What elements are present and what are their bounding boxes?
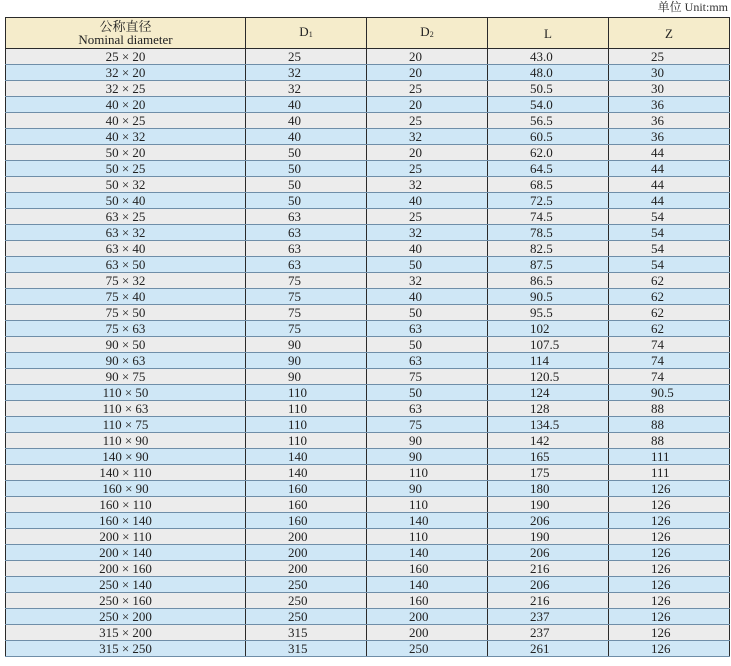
z-cell: 54: [609, 225, 730, 241]
table-row: [6, 337, 730, 353]
l-cell: 56.5: [488, 113, 609, 129]
d1-cell: 140: [246, 449, 367, 465]
d2-cell: 25: [367, 81, 488, 97]
d2-cell: 50: [367, 337, 488, 353]
table-row: [6, 513, 730, 529]
nominal-diameter-cell: 63 × 25: [6, 209, 246, 225]
z-cell: 126: [609, 513, 730, 529]
header-nominal-cn: 公称直径: [99, 19, 152, 34]
nominal-diameter-cell: 315 × 200: [6, 625, 246, 641]
nominal-diameter-cell: 75 × 63: [6, 321, 246, 337]
table-row: [6, 145, 730, 161]
d2-cell: 32: [367, 225, 488, 241]
d2-cell: 140: [367, 545, 488, 561]
table-row: [6, 161, 730, 177]
l-cell: 216: [488, 561, 609, 577]
l-cell: 82.5: [488, 241, 609, 257]
z-cell: 74: [609, 353, 730, 369]
table-row: [6, 353, 730, 369]
d2-cell: 20: [367, 145, 488, 161]
d2-cell: 25: [367, 209, 488, 225]
z-cell: 44: [609, 193, 730, 209]
nominal-diameter-cell: 160 × 90: [6, 481, 246, 497]
d2-cell: 20: [367, 97, 488, 113]
z-cell: 44: [609, 161, 730, 177]
d2-cell: 75: [367, 369, 488, 385]
table-row: [6, 273, 730, 289]
header-d1-main: D: [299, 24, 309, 39]
d1-cell: 75: [246, 321, 367, 337]
d1-cell: 160: [246, 481, 367, 497]
d1-cell: 250: [246, 577, 367, 593]
d1-cell: 75: [246, 289, 367, 305]
nominal-diameter-cell: 32 × 20: [6, 65, 246, 81]
d1-cell: 63: [246, 257, 367, 273]
z-cell: 126: [609, 577, 730, 593]
l-cell: 86.5: [488, 273, 609, 289]
z-cell: 111: [609, 465, 730, 481]
z-cell: 126: [609, 625, 730, 641]
l-cell: 114: [488, 353, 609, 369]
l-cell: 78.5: [488, 225, 609, 241]
l-cell: 142: [488, 433, 609, 449]
z-cell: 62: [609, 273, 730, 289]
table-row: [6, 465, 730, 481]
table-row: [6, 545, 730, 561]
nominal-diameter-cell: 160 × 140: [6, 513, 246, 529]
nominal-diameter-cell: 200 × 140: [6, 545, 246, 561]
nominal-diameter-cell: 200 × 110: [6, 529, 246, 545]
d2-cell: 110: [367, 465, 488, 481]
d1-cell: 200: [246, 529, 367, 545]
d1-cell: 90: [246, 353, 367, 369]
z-cell: 54: [609, 209, 730, 225]
d2-cell: 20: [367, 49, 488, 65]
d2-cell: 75: [367, 417, 488, 433]
z-cell: 30: [609, 65, 730, 81]
nominal-diameter-cell: 110 × 90: [6, 433, 246, 449]
nominal-diameter-cell: 140 × 90: [6, 449, 246, 465]
d1-cell: 110: [246, 417, 367, 433]
z-cell: 44: [609, 145, 730, 161]
z-cell: 126: [609, 529, 730, 545]
table-row: [6, 97, 730, 113]
d1-cell: 200: [246, 545, 367, 561]
d1-cell: 40: [246, 113, 367, 129]
nominal-diameter-cell: 50 × 40: [6, 193, 246, 209]
d1-cell: 315: [246, 641, 367, 657]
header-d2-sub: 2: [429, 30, 434, 39]
z-cell: 36: [609, 97, 730, 113]
header-row: [6, 18, 730, 49]
d1-cell: 50: [246, 145, 367, 161]
l-cell: 60.5: [488, 129, 609, 145]
l-cell: 90.5: [488, 289, 609, 305]
d1-cell: 160: [246, 497, 367, 513]
table-row: [6, 401, 730, 417]
nominal-diameter-cell: 200 × 160: [6, 561, 246, 577]
l-cell: 102: [488, 321, 609, 337]
d1-cell: 200: [246, 561, 367, 577]
header-d2: [367, 18, 488, 49]
d2-cell: 90: [367, 433, 488, 449]
l-cell: 48.0: [488, 65, 609, 81]
table-row: [6, 241, 730, 257]
table-body: [6, 49, 730, 657]
table-row: [6, 49, 730, 65]
l-cell: 120.5: [488, 369, 609, 385]
z-cell: 62: [609, 305, 730, 321]
z-cell: 74: [609, 369, 730, 385]
nominal-diameter-cell: 63 × 40: [6, 241, 246, 257]
nominal-diameter-cell: 40 × 32: [6, 129, 246, 145]
d2-cell: 32: [367, 273, 488, 289]
table-row: [6, 577, 730, 593]
l-cell: 165: [488, 449, 609, 465]
d1-cell: 50: [246, 177, 367, 193]
z-cell: 88: [609, 401, 730, 417]
table-row: [6, 417, 730, 433]
d1-cell: 90: [246, 337, 367, 353]
d2-cell: 90: [367, 481, 488, 497]
header-d1: [246, 18, 367, 49]
z-cell: 126: [609, 641, 730, 657]
d2-cell: 32: [367, 177, 488, 193]
z-cell: 111: [609, 449, 730, 465]
d2-cell: 250: [367, 641, 488, 657]
nominal-diameter-cell: 90 × 75: [6, 369, 246, 385]
l-cell: 68.5: [488, 177, 609, 193]
l-cell: 134.5: [488, 417, 609, 433]
table-row: [6, 113, 730, 129]
table-row: [6, 305, 730, 321]
d2-cell: 90: [367, 449, 488, 465]
unit-label: 单位 Unit:mm: [657, 0, 728, 14]
d2-cell: 25: [367, 113, 488, 129]
table-row: [6, 369, 730, 385]
nominal-diameter-cell: 90 × 50: [6, 337, 246, 353]
d1-cell: 32: [246, 81, 367, 97]
z-cell: 88: [609, 433, 730, 449]
d2-cell: 140: [367, 577, 488, 593]
table-row: [6, 129, 730, 145]
table-row: [6, 193, 730, 209]
table-row: [6, 225, 730, 241]
table-row: [6, 609, 730, 625]
l-cell: 64.5: [488, 161, 609, 177]
d1-cell: 50: [246, 161, 367, 177]
header-d1-sub: 1: [308, 30, 313, 39]
d2-cell: 110: [367, 497, 488, 513]
z-cell: 54: [609, 241, 730, 257]
l-cell: 206: [488, 577, 609, 593]
table-row: [6, 625, 730, 641]
z-cell: 126: [609, 561, 730, 577]
nominal-diameter-cell: 75 × 32: [6, 273, 246, 289]
d1-cell: 75: [246, 273, 367, 289]
l-cell: 95.5: [488, 305, 609, 321]
d2-cell: 200: [367, 609, 488, 625]
l-cell: 216: [488, 593, 609, 609]
table-row: [6, 593, 730, 609]
table-row: [6, 641, 730, 657]
nominal-diameter-cell: 75 × 40: [6, 289, 246, 305]
table-row: [6, 385, 730, 401]
l-cell: 128: [488, 401, 609, 417]
d1-cell: 90: [246, 369, 367, 385]
d2-cell: 200: [367, 625, 488, 641]
nominal-diameter-cell: 250 × 200: [6, 609, 246, 625]
d1-cell: 32: [246, 65, 367, 81]
d1-cell: 63: [246, 241, 367, 257]
l-cell: 190: [488, 529, 609, 545]
l-cell: 261: [488, 641, 609, 657]
header-nominal-diameter: [6, 18, 246, 49]
d2-cell: 160: [367, 561, 488, 577]
table-row: [6, 433, 730, 449]
d2-cell: 63: [367, 321, 488, 337]
table-row: [6, 257, 730, 273]
table-row: [6, 449, 730, 465]
d1-cell: 140: [246, 465, 367, 481]
z-cell: 36: [609, 113, 730, 129]
d2-cell: 110: [367, 529, 488, 545]
nominal-diameter-cell: 250 × 160: [6, 593, 246, 609]
l-cell: 87.5: [488, 257, 609, 273]
l-cell: 62.0: [488, 145, 609, 161]
z-cell: 44: [609, 177, 730, 193]
header-nominal-en: Nominal diameter: [78, 32, 173, 47]
table-row: [6, 529, 730, 545]
z-cell: 126: [609, 593, 730, 609]
d1-cell: 25: [246, 49, 367, 65]
dimensions-table: [5, 17, 730, 657]
z-cell: 74: [609, 337, 730, 353]
d2-cell: 50: [367, 385, 488, 401]
l-cell: 175: [488, 465, 609, 481]
d1-cell: 110: [246, 401, 367, 417]
nominal-diameter-cell: 110 × 50: [6, 385, 246, 401]
nominal-diameter-cell: 90 × 63: [6, 353, 246, 369]
d2-cell: 140: [367, 513, 488, 529]
d1-cell: 63: [246, 209, 367, 225]
d2-cell: 40: [367, 241, 488, 257]
nominal-diameter-cell: 160 × 110: [6, 497, 246, 513]
l-cell: 237: [488, 609, 609, 625]
z-cell: 90.5: [609, 385, 730, 401]
z-cell: 126: [609, 481, 730, 497]
d1-cell: 75: [246, 305, 367, 321]
l-cell: 72.5: [488, 193, 609, 209]
nominal-diameter-cell: 40 × 25: [6, 113, 246, 129]
d1-cell: 63: [246, 225, 367, 241]
nominal-diameter-cell: 50 × 25: [6, 161, 246, 177]
table-row: [6, 81, 730, 97]
d1-cell: 110: [246, 433, 367, 449]
d2-cell: 40: [367, 289, 488, 305]
l-cell: 124: [488, 385, 609, 401]
nominal-diameter-cell: 75 × 50: [6, 305, 246, 321]
d2-cell: 32: [367, 129, 488, 145]
d1-cell: 250: [246, 593, 367, 609]
l-cell: 74.5: [488, 209, 609, 225]
table-row: [6, 321, 730, 337]
d1-cell: 40: [246, 129, 367, 145]
table-row: [6, 65, 730, 81]
d2-cell: 40: [367, 193, 488, 209]
z-cell: 36: [609, 129, 730, 145]
header-d2-main: D: [420, 24, 430, 39]
table-row: [6, 177, 730, 193]
nominal-diameter-cell: 110 × 63: [6, 401, 246, 417]
z-cell: 88: [609, 417, 730, 433]
table-row: [6, 289, 730, 305]
z-cell: 62: [609, 289, 730, 305]
d2-cell: 25: [367, 161, 488, 177]
d2-cell: 160: [367, 593, 488, 609]
nominal-diameter-cell: 25 × 20: [6, 49, 246, 65]
nominal-diameter-cell: 40 × 20: [6, 97, 246, 113]
z-cell: 54: [609, 257, 730, 273]
l-cell: 206: [488, 513, 609, 529]
d2-cell: 50: [367, 257, 488, 273]
z-cell: 30: [609, 81, 730, 97]
nominal-diameter-cell: 50 × 32: [6, 177, 246, 193]
d1-cell: 40: [246, 97, 367, 113]
d1-cell: 250: [246, 609, 367, 625]
l-cell: 237: [488, 625, 609, 641]
z-cell: 126: [609, 497, 730, 513]
l-cell: 54.0: [488, 97, 609, 113]
table-row: [6, 561, 730, 577]
l-cell: 50.5: [488, 81, 609, 97]
table-row: [6, 209, 730, 225]
l-cell: 190: [488, 497, 609, 513]
nominal-diameter-cell: 250 × 140: [6, 577, 246, 593]
nominal-diameter-cell: 32 × 25: [6, 81, 246, 97]
nominal-diameter-cell: 110 × 75: [6, 417, 246, 433]
nominal-diameter-cell: 50 × 20: [6, 145, 246, 161]
l-cell: 180: [488, 481, 609, 497]
z-cell: 126: [609, 545, 730, 561]
z-cell: 25: [609, 49, 730, 65]
z-cell: 126: [609, 609, 730, 625]
l-cell: 43.0: [488, 49, 609, 65]
d2-cell: 63: [367, 353, 488, 369]
l-cell: 206: [488, 545, 609, 561]
d2-cell: 20: [367, 65, 488, 81]
d1-cell: 110: [246, 385, 367, 401]
table-row: [6, 481, 730, 497]
nominal-diameter-cell: 63 × 32: [6, 225, 246, 241]
nominal-diameter-cell: 315 × 250: [6, 641, 246, 657]
header-l: L: [488, 18, 609, 49]
z-cell: 62: [609, 321, 730, 337]
d2-cell: 50: [367, 305, 488, 321]
header-z: Z: [609, 18, 730, 49]
d1-cell: 160: [246, 513, 367, 529]
nominal-diameter-cell: 140 × 110: [6, 465, 246, 481]
nominal-diameter-cell: 63 × 50: [6, 257, 246, 273]
table-row: [6, 497, 730, 513]
d2-cell: 63: [367, 401, 488, 417]
d1-cell: 50: [246, 193, 367, 209]
l-cell: 107.5: [488, 337, 609, 353]
d1-cell: 315: [246, 625, 367, 641]
